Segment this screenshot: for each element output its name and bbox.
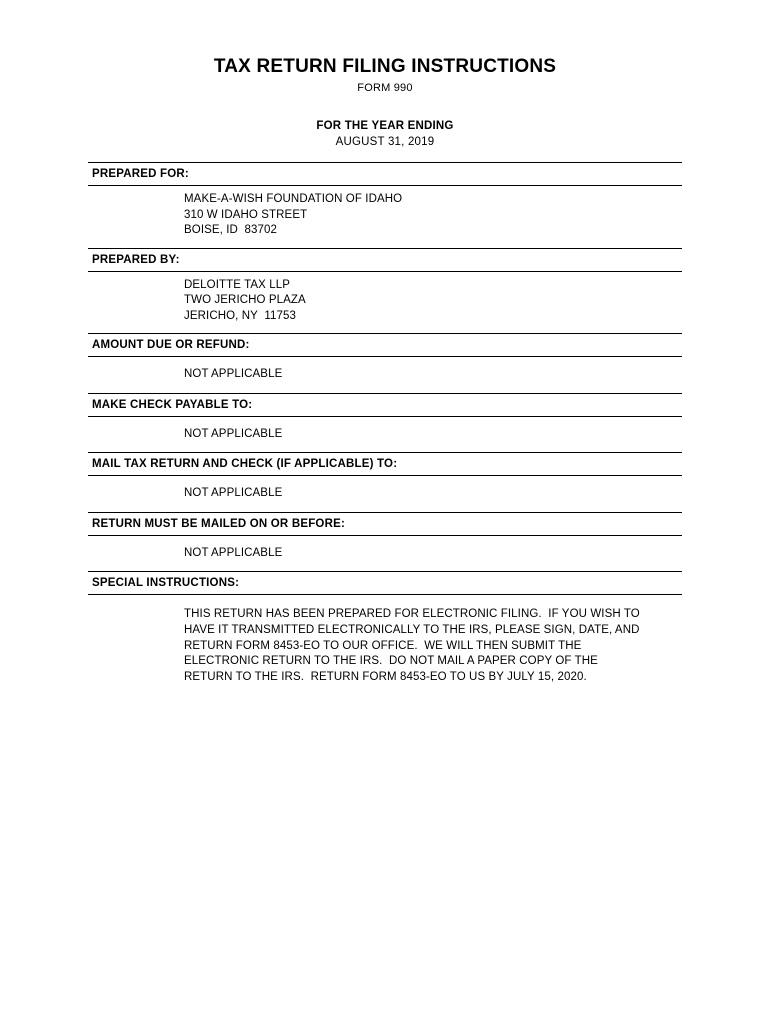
- text-line: HAVE IT TRANSMITTED ELECTRONICALLY TO THE IRS, PLEASE SIGN, DATE, AND: [184, 623, 640, 636]
- form-number: FORM 990: [357, 82, 413, 94]
- year-ending-value: AUGUST 31, 2019: [335, 136, 435, 148]
- section-body: [88, 595, 682, 695]
- section-return-mailed-by: [88, 512, 682, 572]
- section-body: [88, 272, 682, 334]
- text-line: NOT APPLICABLE: [184, 427, 283, 440]
- text-line: MAKE-A-WISH FOUNDATION OF IDAHO: [184, 193, 403, 205]
- section-heading: RETURN MUST BE MAILED ON OR BEFORE:: [92, 517, 345, 530]
- text-line: TWO JERICHO PLAZA: [184, 294, 306, 306]
- text-line: NOT APPLICABLE: [184, 546, 283, 559]
- section-heading: SPECIAL INSTRUCTIONS:: [92, 577, 240, 589]
- section-prepared-by: [88, 248, 682, 334]
- year-ending-label: FOR THE YEAR ENDING: [316, 120, 454, 132]
- section-heading: PREPARED FOR:: [92, 168, 189, 180]
- text-line: THIS RETURN HAS BEEN PREPARED FOR ELECTRONIC FILING. IF YOU WISH TO: [184, 608, 640, 620]
- section-prepared-for: [88, 162, 682, 248]
- text-line: 310 W IDAHO STREET: [184, 208, 308, 221]
- section-amount-due-or-refund: [88, 333, 682, 393]
- section-heading: MAKE CHECK PAYABLE TO:: [92, 398, 253, 411]
- text-line: NOT APPLICABLE: [184, 487, 283, 499]
- section-heading: PREPARED BY:: [92, 253, 180, 266]
- section-make-check-payable-to: [88, 393, 682, 453]
- section-mail-tax-return: [88, 452, 682, 512]
- text-line: NOT APPLICABLE: [184, 368, 283, 380]
- section-heading: MAIL TAX RETURN AND CHECK (IF APPLICABLE) TO:: [92, 458, 398, 470]
- section-special-instructions: [88, 571, 682, 695]
- section-body: [88, 417, 682, 453]
- text-line: ELECTRONIC RETURN TO THE IRS. DO NOT MAIL A PAPER COPY OF THE: [184, 655, 598, 668]
- text-line: BOISE, ID 83702: [184, 224, 278, 236]
- year-ending-block: [88, 120, 682, 148]
- section-body: [88, 536, 682, 572]
- text-line: RETURN TO THE IRS. RETURN FORM 8453-EO TO US BY JULY 15, 2020.: [184, 671, 587, 684]
- text-line: DELOITTE TAX LLP: [184, 278, 290, 291]
- section-body: [88, 357, 682, 393]
- page-title: TAX RETURN FILING INSTRUCTIONS: [213, 56, 557, 77]
- section-body: [88, 476, 682, 512]
- text-line: JERICHO, NY 11753: [184, 309, 296, 322]
- text-line: RETURN FORM 8453-EO TO OUR OFFICE. WE WILL THEN SUBMIT THE: [184, 639, 582, 652]
- section-body: [88, 186, 682, 248]
- section-heading: AMOUNT DUE OR REFUND:: [92, 339, 250, 351]
